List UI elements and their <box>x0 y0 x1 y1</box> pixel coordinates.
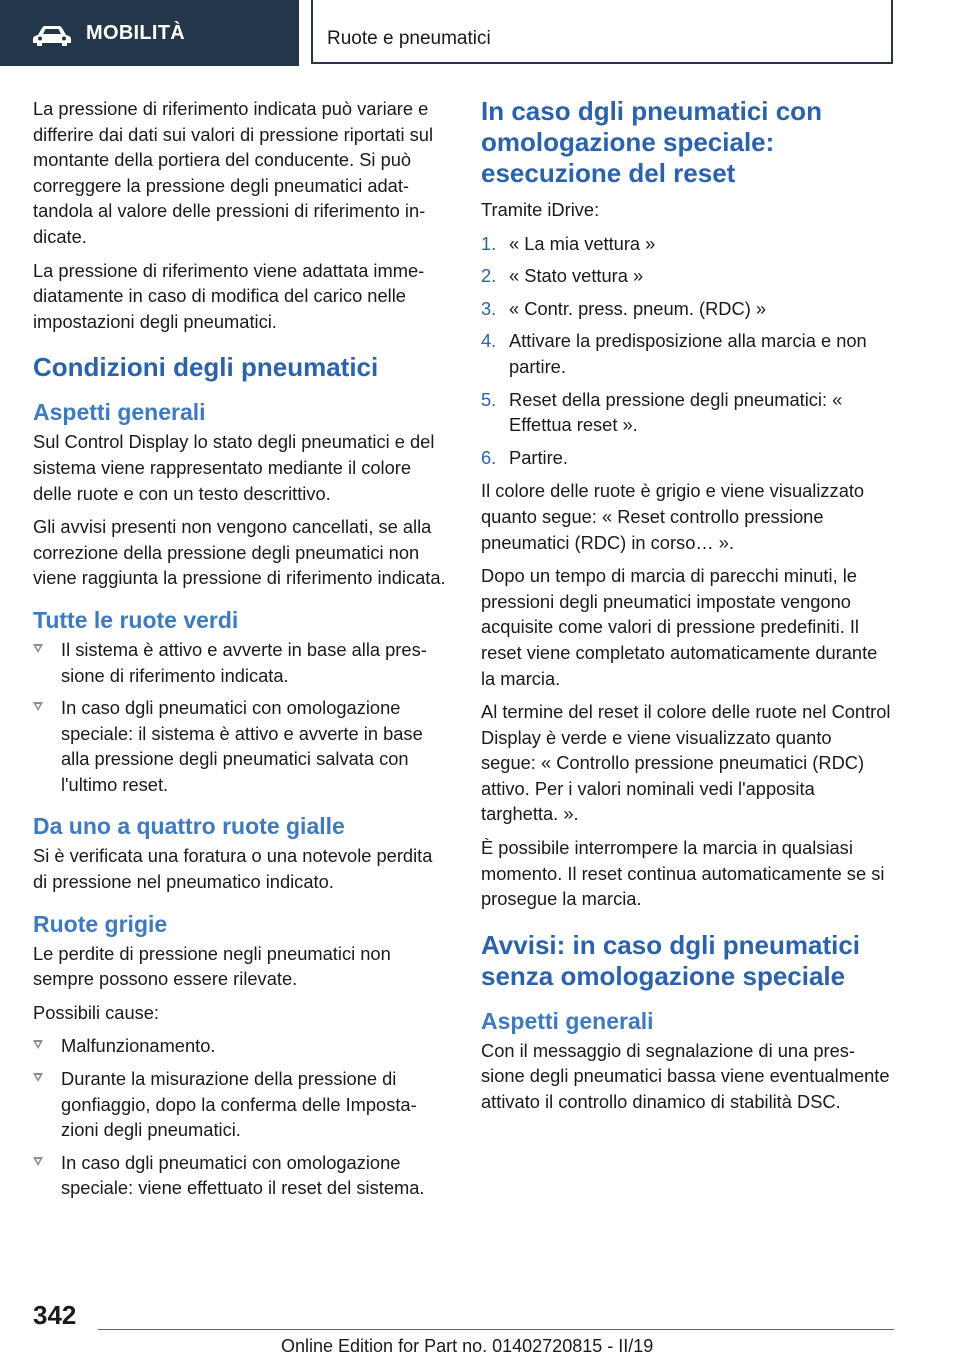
step-number: 6. <box>481 446 497 468</box>
paragraph: Le perdite di pressione negli pneumatici non sempre possono essere rilevate. <box>33 942 391 990</box>
step-item: 6. Partire. <box>481 445 891 471</box>
subheading-all-green: Tutte le ruote verdi <box>33 606 239 633</box>
grey-list <box>33 1033 447 1201</box>
chapter-label: Ruote e pneumatici <box>327 28 491 49</box>
list-item: In caso dgli pneumatici con omologazione speciale: viene effettuato il reset del sistema. <box>33 1150 447 1201</box>
step-item: 4. Attivare la predisposizione alla marcia e non partire. <box>481 330 867 377</box>
step-item: 1. « La mia vettura » <box>481 231 891 257</box>
step-item: 5. Reset della pressione degli pneumatici: « Effettua reset ». <box>481 388 843 436</box>
step-item: 2. « Stato vettura » <box>481 263 891 289</box>
footer-edition: Online Edition for Part no. 01402720815 - II/19 <box>281 1336 654 1356</box>
paragraph: Possibili cause: <box>33 1001 159 1023</box>
heading-warnings: Avvisi: in caso dgli pneumatici senza omologazione speciale <box>481 929 861 991</box>
subheading-grey: Ruote grigie <box>33 910 168 937</box>
heading-conditions: Condizioni degli pneumatici <box>33 352 379 383</box>
paragraph: Tramite iDrive: <box>481 199 600 220</box>
section-label: MOBILITÀ <box>86 22 186 44</box>
list-item: In caso dgli pneumatici con omologazione speciale: il sistema è attivo e avverte in base alla pressione degli pneumatici salvata con l'ultimo reset. <box>33 695 447 797</box>
chapter-tab <box>311 0 893 64</box>
paragraph: Dopo un tempo di marcia di parecchi minuti, le pressioni degli pneumatici impostate vengono acquisite come valori di pressione predefiniti. Il reset viene completato automaticamente durante la marcia. <box>481 565 878 689</box>
section-tab <box>0 0 299 66</box>
page-number: 342 <box>33 1300 77 1330</box>
list-item: Durante la misurazione della pressione di gonfiaggio, dopo la conferma delle Impostazioni degli pneumatici. <box>33 1066 447 1143</box>
right-column <box>481 96 891 1123</box>
car-icon <box>32 25 72 47</box>
list-item: Il sistema è attivo e avverte in base alla pressione di riferimento indicata. <box>33 637 447 688</box>
subheading-general: Aspetti generali <box>481 1007 654 1034</box>
heading-reset: In caso dgli pneumatici con omologazione speciale: esecuzione del reset <box>481 96 822 188</box>
steps-list <box>481 231 891 471</box>
paragraph: La pressione di riferimento viene adattata immediatamente in caso di modifica del carico nelle impostazioni degli pneumatici. <box>33 259 425 332</box>
left-column <box>33 96 447 1209</box>
triangle-bullet-icon <box>33 1157 43 1166</box>
subheading-general: Aspetti generali <box>33 399 206 426</box>
paragraph: Con il messaggio di segnalazione di una pressione degli pneumatici bassa viene eventualmente attivato il controllo dinamico di stabilità DSC. <box>481 1039 890 1113</box>
step-number: 4. <box>481 330 497 352</box>
triangle-bullet-icon <box>33 1073 43 1082</box>
step-number: 3. <box>481 297 497 319</box>
step-number: 2. <box>481 265 497 287</box>
page-header <box>0 0 960 66</box>
green-list <box>33 637 447 798</box>
paragraph: È possibile interrompere la marcia in qualsiasi momento. Il reset continua automaticamente se si prosegue la marcia. <box>481 837 885 910</box>
step-number: 1. <box>481 232 497 254</box>
paragraph: Al termine del reset il colore delle ruote nel Control Display è verde e viene visualizzato quanto segue: « Controllo pressione pneumatici (RDC) attivo. Per i valori nominali vedi l'apposita targhetta. ». <box>481 701 891 825</box>
footer-divider <box>98 1329 894 1330</box>
paragraph: La pressione di riferimento indicata può variare e differire dai dati sui valori di pressione riportati sul montante della portiera del conducente. Si può correggere la pressione degli pneumatici adattandola al valore delle pressioni di riferimento indicate. <box>33 98 434 247</box>
triangle-bullet-icon <box>33 702 43 711</box>
step-number: 5. <box>481 388 497 410</box>
triangle-bullet-icon <box>33 1040 43 1049</box>
list-item: Malfunzionamento. <box>33 1033 447 1059</box>
paragraph: Sul Control Display lo stato degli pneumatici e del sistema viene rappresentato mediante il colore delle ruote e con un testo descrittivo. <box>33 431 435 504</box>
paragraph: Il colore delle ruote è grigio e viene visualizzato quanto segue: « Reset controllo pressione pneumatici (RDC) in corso… ». <box>481 480 865 553</box>
step-item: 3. « Contr. press. pneum. (RDC) » <box>481 296 891 322</box>
paragraph: Gli avvisi presenti non vengono cancellati, se alla correzione della pressione degli pneumatici non viene raggiunta la pressione di riferimento indicata. <box>33 516 446 589</box>
paragraph: Si è verificata una foratura o una notevole perdita di pressione nel pneumatico indicato. <box>33 845 433 893</box>
subheading-yellow: Da uno a quattro ruote gialle <box>33 813 345 840</box>
triangle-bullet-icon <box>33 644 43 653</box>
